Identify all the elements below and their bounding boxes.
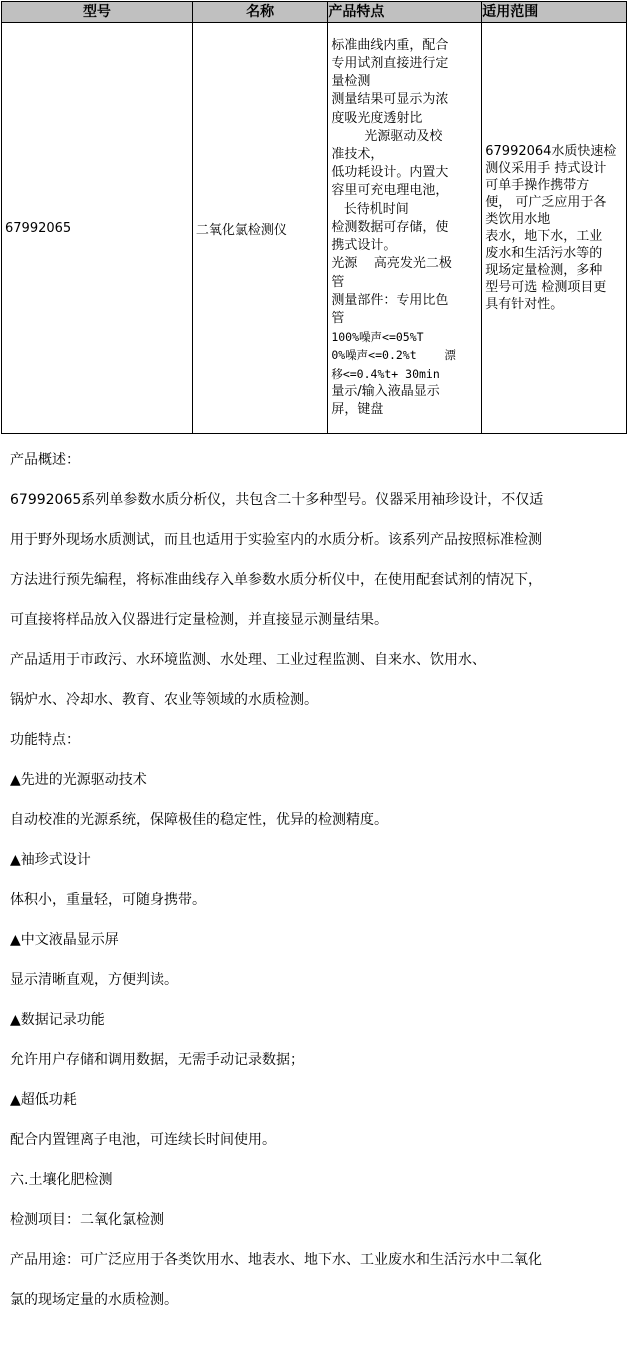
features-heading: 功能特点： <box>10 732 80 748</box>
header-features: 产品特点 <box>328 2 482 23</box>
feature-line: 携式设计。 <box>331 238 397 254</box>
scope-line: 型号可选 检测项目更 <box>485 280 607 295</box>
usage-line: 产品用途：可广泛应用于各类饮用水、地表水、地下水、工业废水和生活污水中二氧化 <box>10 1252 542 1268</box>
feature-line: 测量结果可显示为浓 <box>331 92 449 108</box>
scope-line: 测仪采用手 持式设计 <box>485 161 607 176</box>
cell-scope <box>482 23 627 434</box>
scope-line: 可单手操作携带方 <box>485 178 590 193</box>
application-paragraph-line: 锅炉水、冷却水、教育、农业等领域的水质检测。 <box>10 692 318 708</box>
scope-line: 类饮用水地 <box>485 212 551 227</box>
feature-title: ▲袖珍式设计 <box>10 852 91 868</box>
cell-model: 67992065 <box>2 23 193 434</box>
overview-paragraph-line: 67992065系列单参数水质分析仪，共包含二十多种型号。仪器采用袖珍设计，不仅适 <box>10 492 544 508</box>
feature-line: 管 <box>331 310 345 326</box>
feature-line: 屏，键盘 <box>331 401 384 417</box>
cell-name: 二氧化氯检测仪 <box>192 23 327 434</box>
feature-line: 低功耗设计。内置大 <box>331 165 449 181</box>
feature-title: ▲先进的光源驱动技术 <box>10 772 147 788</box>
feature-line: 量示/输入液晶显示 <box>331 383 440 399</box>
feature-description: 允许用户存储和调用数据，无需手动记录数据； <box>10 1052 304 1068</box>
feature-line: 测量部件：专用比色 <box>331 292 449 308</box>
table-header-row <box>2 2 627 23</box>
feature-line: 量检测 <box>331 74 371 90</box>
section-title: 六.土壤化肥检测 <box>10 1172 113 1188</box>
feature-line: 标准曲线内重，配合 <box>331 37 449 53</box>
feature-line: 准技术， <box>331 147 384 163</box>
feature-description: 配合内置锂离子电池，可连续长时间使用。 <box>10 1132 276 1148</box>
feature-line: 100%噪声<=05%T <box>331 330 424 345</box>
overview-paragraph-line: 用于野外现场水质测试，而且也适用于实验室内的水质分析。该系列产品按照标准检测 <box>10 532 542 548</box>
overview-paragraph-line: 可直接将样品放入仪器进行定量检测，并直接显示测量结果。 <box>10 612 388 628</box>
overview-heading: 产品概述： <box>10 452 80 468</box>
feature-title: ▲超低功耗 <box>10 1092 77 1108</box>
feature-line: 管 <box>331 274 345 290</box>
feature-line: 长待机时间 <box>331 201 409 217</box>
scope-line: 表水，地下水，工业 <box>485 229 603 244</box>
spec-table <box>1 1 627 434</box>
header-model: 型号 <box>2 2 193 23</box>
usage-line: 氯的现场定量的水质检测。 <box>10 1292 178 1308</box>
feature-line: 容里可充电理电池， <box>331 183 449 199</box>
application-paragraph-line: 产品适用于市政污、水环境监测、水处理、工业过程监测、自来水、饮用水、 <box>10 652 486 668</box>
feature-line: 度吸光度透射比 <box>331 110 423 126</box>
feature-title: ▲数据记录功能 <box>10 1012 105 1028</box>
feature-line: 光源 高亮发光二极 <box>331 256 452 272</box>
feature-description: 体积小，重量轻，可随身携带。 <box>10 892 206 908</box>
document-body <box>10 440 622 1320</box>
scope-line: 现场定量检测，多种 <box>485 263 603 278</box>
scope-line: 废水和生活污水等的 <box>485 246 603 261</box>
feature-line: 检测数据可存储，使 <box>331 219 449 235</box>
cell-features <box>328 23 482 434</box>
feature-title: ▲中文液晶显示屏 <box>10 932 119 948</box>
feature-line: 专用试剂直接进行定 <box>331 56 449 72</box>
feature-line: 光源驱动及校 <box>331 128 443 144</box>
scope-line: 具有针对性。 <box>485 297 564 312</box>
scope-line: 67992064水质快速检 <box>485 144 617 159</box>
table-row <box>2 23 627 434</box>
overview-paragraph-line: 方法进行预先编程，将标准曲线存入单参数水质分析仪中，在使用配套试剂的情况下， <box>10 572 542 588</box>
header-scope: 适用范围 <box>482 2 627 23</box>
detect-item: 检测项目：二氧化氯检测 <box>10 1212 164 1228</box>
feature-description: 显示清晰直观，方便判读。 <box>10 972 178 988</box>
feature-line: 移<=0.4%t+ 30min <box>331 366 440 381</box>
header-name: 名称 <box>192 2 327 23</box>
scope-line: 便， 可广乏应用于各 <box>485 195 607 210</box>
feature-line: 0%噪声<=0.2%t 漂 <box>331 348 456 363</box>
feature-description: 自动校准的光源系统，保障极佳的稳定性，优异的检测精度。 <box>10 812 388 828</box>
